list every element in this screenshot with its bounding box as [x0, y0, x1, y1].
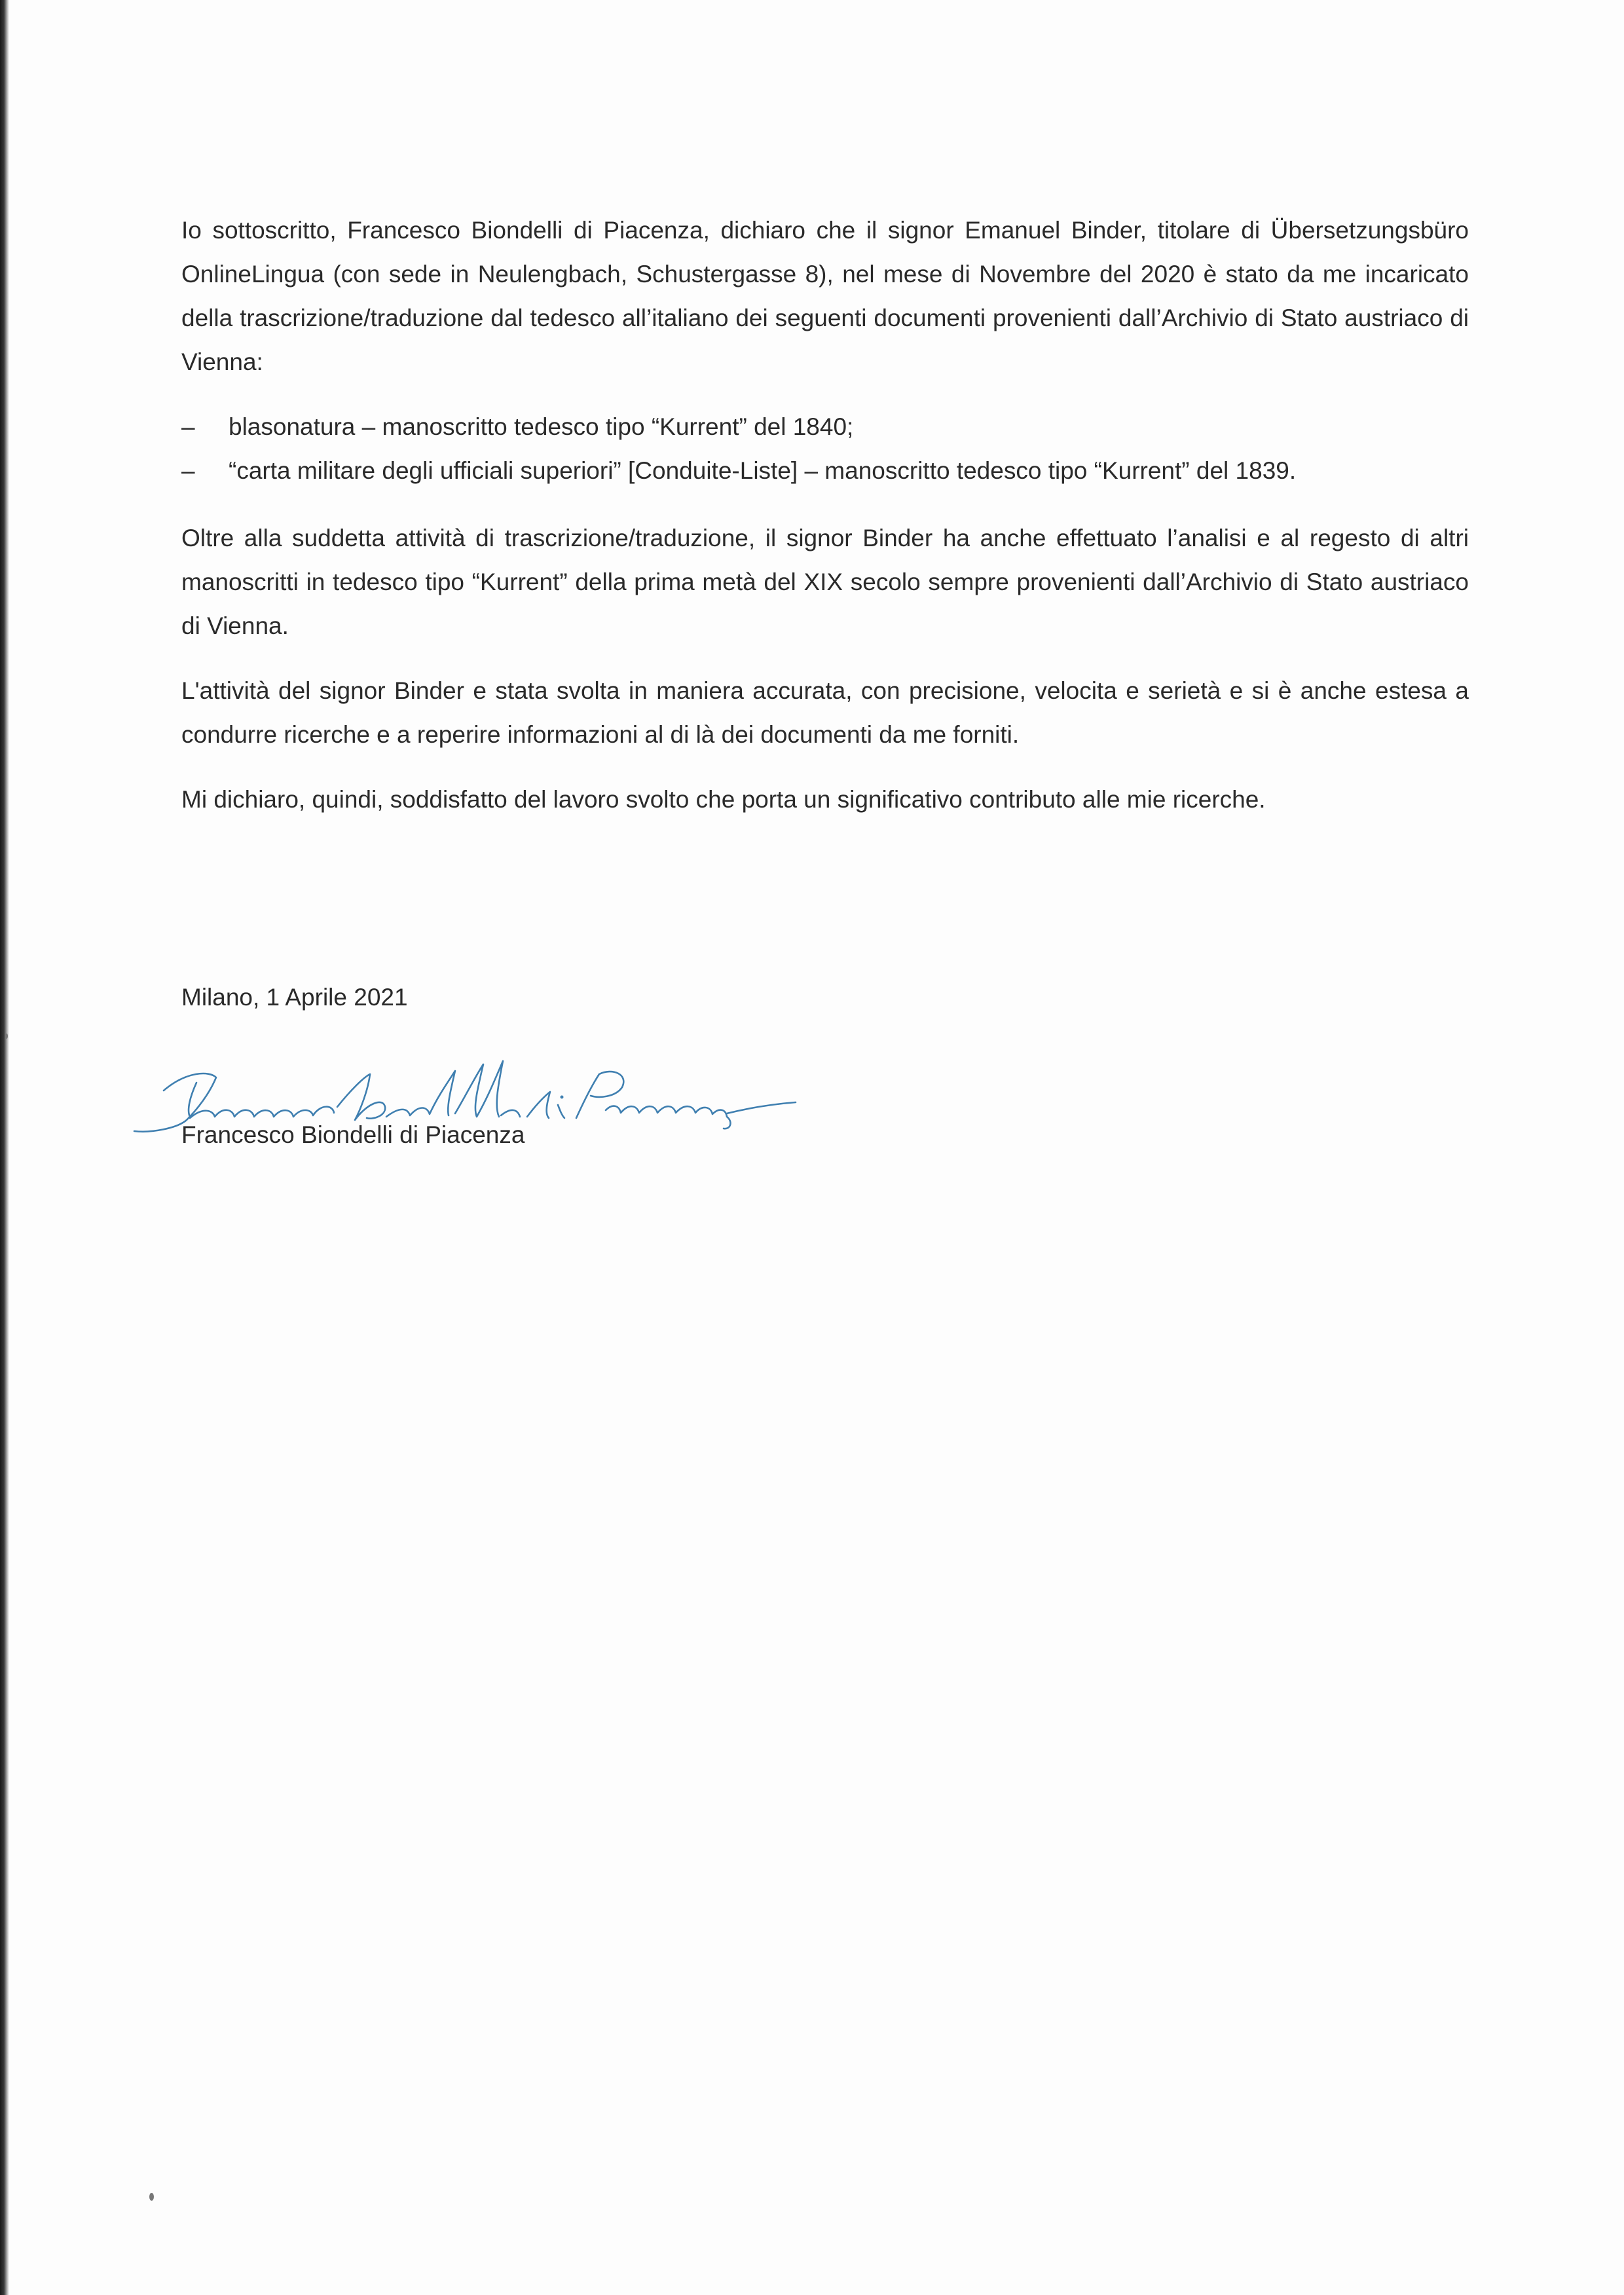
paragraph-additional-work: Oltre alla suddetta attività di trascrizione/traduzione, il signor Binder ha anche effettuato l’analisi e al regesto di altri manoscritti in tedesco tipo “Kurrent” della prima metà del XIX secolo sempre provenienti dall’Archivio di Stato austriaco di Vienna.	[181, 525, 1469, 639]
scan-speck	[5, 1034, 8, 1039]
paragraph-declaration: Io sottoscritto, Francesco Biondelli di Piacenza, dichiaro che il signor Emanuel Binder, titolare di Übersetzungsbüro OnlineLingua (con sede in Neulengbach, Schustergasse 8), nel mese di Novembre del 2020 è stato da me incaricato della trascrizione/traduzione dal tedesco all’italiano dei seguenti documenti provenienti dall’Archivio di Stato austriaco di Vienna:	[181, 217, 1469, 375]
scan-speck	[149, 2193, 154, 2201]
paragraph-satisfaction: Mi dichiaro, quindi, soddisfatto del lavoro svolto che porta un significativo contributo alle mie ricerche.	[181, 786, 1266, 813]
signer-name: Francesco Biondelli di Piacenza	[181, 1121, 525, 1148]
list-item	[181, 405, 1469, 449]
scan-edge-shadow	[0, 0, 9, 2295]
document-list	[181, 405, 1469, 493]
list-item-text: blasonatura – manoscritto tedesco tipo “Kurrent” del 1840;	[229, 413, 854, 440]
list-item-text: “carta militare degli ufficiali superiori” [Conduite-Liste] – manoscritto tedesco tipo “Kurrent” del 1839.	[229, 457, 1297, 484]
place-date: Milano, 1 Aprile 2021	[181, 984, 408, 1011]
list-item	[181, 449, 1469, 493]
letter-body	[181, 208, 1469, 842]
list-dash: –	[181, 457, 195, 484]
paragraph-quality: L'attività del signor Binder e stata svolta in maniera accurata, con precisione, velocita e serietà e si è anche estesa a condurre ricerche e a reperire informazioni al di là dei documenti da me forniti.	[181, 677, 1469, 748]
list-dash: –	[181, 413, 195, 440]
